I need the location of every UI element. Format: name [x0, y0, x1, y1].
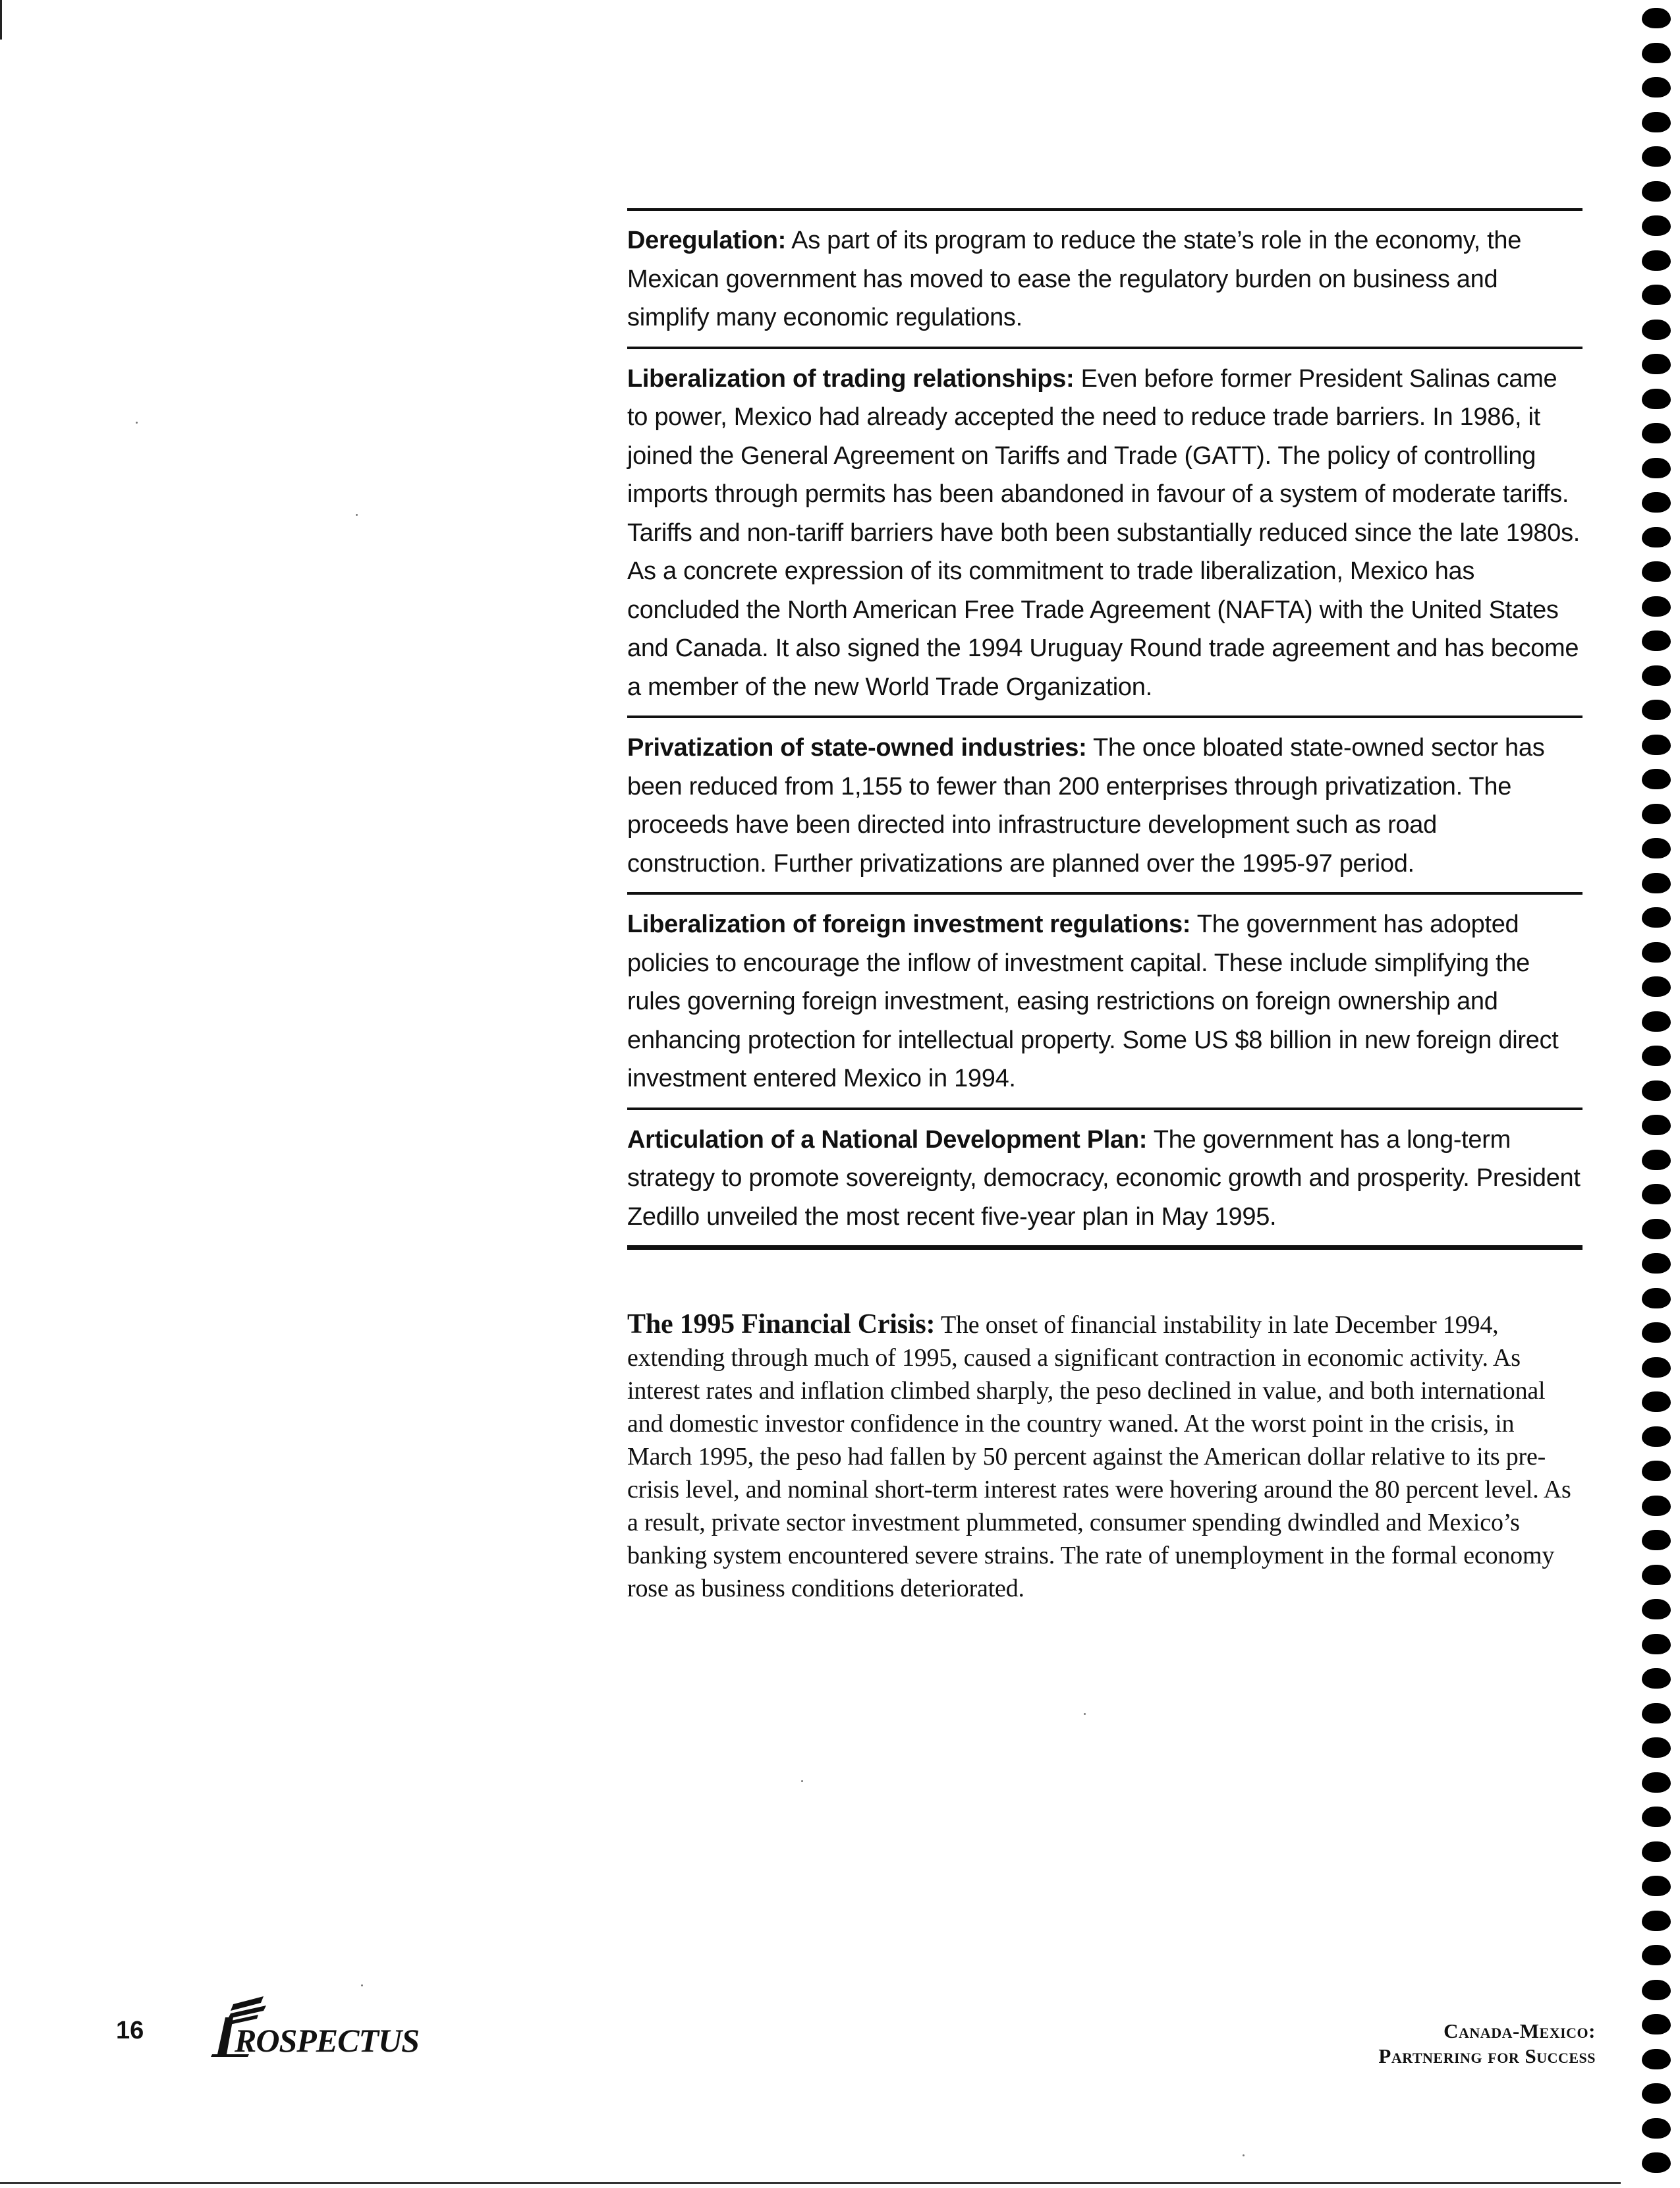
- binding-hole: [1642, 631, 1671, 651]
- policy-text: The government has a long-term strategy to promote sovereignty, democracy, economic growth and prosperity. President Zedillo unveiled the most recent five-year plan in May 1995.: [627, 1125, 1581, 1231]
- policy-text: Even before former President Salinas came to power, Mexico had already accepted the need to reduce trade barriers. In 1986, it joined the General Agreement on Tariffs and Trade (GATT). The policy of controlling imports through permits has been abandoned in favour of a system of moderate tariffs. Tariffs and non-tariff barriers have both been substantially reduced since the late 1980s. As a concrete expression of its commitment to trade liberalization, Mexico has concluded the North American Free Trade Agreement (NAFTA) with the United States and Canada. It also signed the 1994 Uruguay Round trade agreement and has become a member of the new World Trade Organization.: [627, 364, 1581, 701]
- binding-hole: [1642, 1772, 1671, 1793]
- binding-hole: [1642, 1668, 1671, 1689]
- binding-hole: [1642, 285, 1671, 305]
- policy-development-plan: [627, 1110, 1582, 1246]
- binding-hole: [1642, 1391, 1671, 1412]
- binding-hole: [1642, 2118, 1671, 2139]
- binding-hole: [1642, 1184, 1671, 1204]
- binding-hole: [1642, 1634, 1671, 1654]
- binding-hole: [1642, 1080, 1671, 1101]
- binding-hole: [1642, 1703, 1671, 1724]
- financial-crisis-paragraph: [627, 1308, 1576, 1605]
- binding-hole: [1642, 700, 1671, 720]
- binding-hole: [1642, 804, 1671, 824]
- policy-title: Deregulation:: [627, 227, 787, 254]
- policy-title: Liberalization of foreign investment regulations:: [627, 911, 1191, 938]
- binding-hole: [1642, 1911, 1671, 1931]
- svg-text:ROSPECTUS: ROSPECTUS: [235, 2022, 419, 2057]
- binding-hole: [1642, 215, 1671, 236]
- binding-hole: [1642, 596, 1671, 617]
- binding-hole: [1642, 1322, 1671, 1343]
- policy-text: The once bloated state-owned sector has been reduced from 1,155 to fewer than 200 enterprises through privatization. The proceeds have been directed into infrastructure development such as road construction. Further privatizations are planned over the 1995-97 period.: [627, 734, 1545, 878]
- prospectus-logo: [211, 1991, 474, 2057]
- binding-hole: [1642, 43, 1671, 63]
- binding-hole: [1642, 1565, 1671, 1585]
- scan-speck: [356, 514, 358, 516]
- running-head-line1: Canada-Mexico:: [1443, 2019, 1596, 2042]
- binding-hole: [1642, 873, 1671, 893]
- running-head: [1378, 2019, 1596, 2069]
- crisis-text: The onset of financial instability in late December 1994, extending through much of 1995, caused a significant contraction in economic activity. As interest rates and inflation climbed sharply, the peso declined in value, and both international and domestic investor confidence in the country waned. At the worst point in the crisis, in March 1995, the peso had fallen by 50 percent against the American dollar relative to its pre-crisis level, and nominal short-term interest rates were hovering around the 80 percent level. As a result, private sector investment plummeted, consumer spending dwindled and Mexico’s banking system encountered severe strains. The rate of unemployment in the formal economy rose as business conditions deteriorated.: [627, 1311, 1571, 1602]
- binding-hole: [1642, 1426, 1671, 1447]
- policy-trade-liberalization: [627, 349, 1582, 716]
- policy-deregulation: [627, 211, 1582, 347]
- binding-hole: [1642, 561, 1671, 582]
- running-head-line2: Partnering for Success: [1378, 2044, 1596, 2067]
- binding-hole: [1642, 1530, 1671, 1550]
- closing-divider: [627, 1245, 1582, 1250]
- scan-speck: [1243, 2154, 1245, 2156]
- policy-text: The government has adopted policies to encourage the inflow of investment capital. These include simplifying the rules governing foreign investment, easing restrictions on foreign ownership and enhancing protection for intellectual property. Some US $8 billion in new foreign direct investment entered Mexico in 1994.: [627, 911, 1559, 1092]
- policy-privatization: [627, 718, 1582, 892]
- binding-hole: [1642, 1980, 1671, 2000]
- binding-hole: [1642, 320, 1671, 340]
- scan-speck: [361, 1984, 363, 1986]
- binding-hole: [1642, 1357, 1671, 1378]
- binding-hole: [1642, 942, 1671, 963]
- binding-hole: [1642, 1150, 1671, 1170]
- scan-speck: [801, 1780, 803, 1782]
- binding-hole: [1642, 976, 1671, 997]
- binding-hole: [1642, 354, 1671, 374]
- binding-hole: [1642, 1011, 1671, 1032]
- policy-title: Privatization of state-owned industries:: [627, 734, 1087, 762]
- binding-hole: [1642, 2152, 1671, 2173]
- binding-hole: [1642, 1253, 1671, 1274]
- spiral-binding: [1638, 0, 1680, 2188]
- binding-hole: [1642, 423, 1671, 443]
- binding-hole: [1642, 1599, 1671, 1619]
- binding-hole: [1642, 838, 1671, 858]
- crisis-title: The 1995 Financial Crisis:: [627, 1309, 936, 1339]
- binding-hole: [1642, 1115, 1671, 1135]
- binding-hole: [1642, 1737, 1671, 1758]
- binding-hole: [1642, 769, 1671, 789]
- binding-hole: [1642, 8, 1671, 28]
- page-edge-mark: [0, 0, 2, 40]
- binding-hole: [1642, 2014, 1671, 2034]
- binding-hole: [1642, 250, 1671, 271]
- binding-hole: [1642, 527, 1671, 547]
- policy-title: Articulation of a National Development Plan:: [627, 1125, 1148, 1154]
- binding-hole: [1642, 1461, 1671, 1481]
- binding-hole: [1642, 389, 1671, 409]
- scan-speck: [1084, 1713, 1086, 1715]
- binding-hole: [1642, 1496, 1671, 1516]
- binding-hole: [1642, 665, 1671, 686]
- binding-hole: [1642, 1876, 1671, 1896]
- binding-hole: [1642, 112, 1671, 132]
- page-edge-mark: [0, 2182, 1621, 2184]
- binding-hole: [1642, 458, 1671, 478]
- binding-hole: [1642, 2049, 1671, 2069]
- page-number: 16: [116, 2017, 144, 2044]
- binding-hole: [1642, 146, 1671, 167]
- binding-hole: [1642, 2083, 1671, 2104]
- scan-speck: [136, 422, 138, 424]
- policy-title: Liberalization of trading relationships:: [627, 364, 1075, 393]
- binding-hole: [1642, 181, 1671, 202]
- binding-hole: [1642, 907, 1671, 928]
- binding-hole: [1642, 1807, 1671, 1827]
- binding-hole: [1642, 1288, 1671, 1308]
- binding-hole: [1642, 77, 1671, 98]
- binding-hole: [1642, 1046, 1671, 1066]
- binding-hole: [1642, 735, 1671, 755]
- policy-foreign-investment: [627, 895, 1582, 1108]
- binding-hole: [1642, 1841, 1671, 1862]
- policy-list: [627, 208, 1582, 1250]
- policy-text: As part of its program to reduce the state’s role in the economy, the Mexican government has moved to ease the regulatory burden on business and simplify many economic regulations.: [627, 227, 1522, 331]
- binding-hole: [1642, 1219, 1671, 1239]
- binding-hole: [1642, 1945, 1671, 1965]
- binding-hole: [1642, 492, 1671, 513]
